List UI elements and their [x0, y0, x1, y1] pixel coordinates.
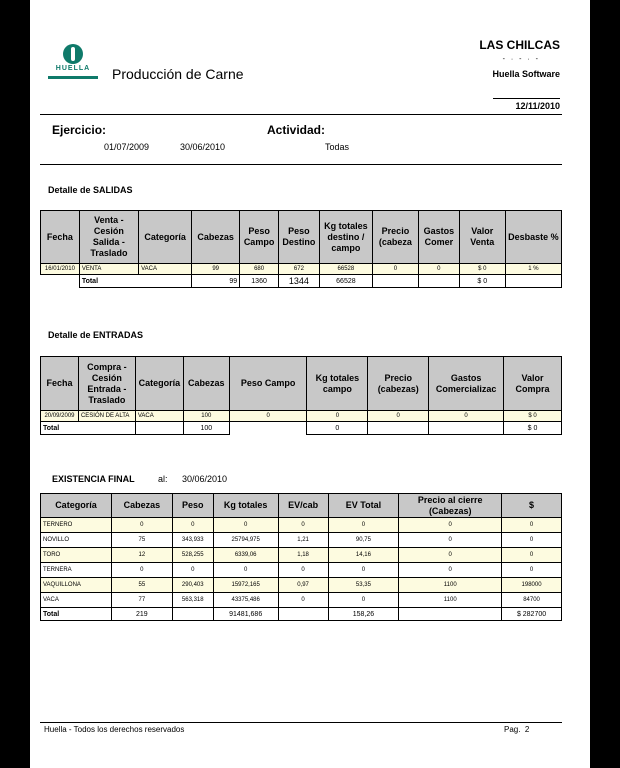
col-precio: Precio (cabezas) [368, 357, 429, 411]
col-peso: Peso [172, 494, 213, 518]
table-cell: 198000 [502, 578, 562, 593]
actividad-value: Todas [325, 142, 350, 152]
entradas-table [40, 356, 562, 435]
salidas-header-row [41, 211, 562, 264]
total-label: Total [79, 275, 191, 288]
col-desbaste: Desbaste % [505, 211, 561, 264]
table-cell: TERNERO [41, 518, 112, 533]
salidas-table [40, 210, 562, 288]
table-cell: 25794,975 [213, 533, 278, 548]
report-date: 12/11/2010 [515, 101, 560, 111]
col-importe: $ [502, 494, 562, 518]
table-cell: 15972,165 [213, 578, 278, 593]
cell-kg: 66528 [319, 264, 372, 275]
table-cell: 563,318 [172, 593, 213, 608]
table-row [41, 593, 562, 608]
table-cell: 0 [399, 563, 502, 578]
total-valor: $ 0 [459, 275, 505, 288]
ejercicio-to: 30/06/2010 [180, 142, 226, 152]
total-kg: 0 [307, 422, 368, 435]
table-cell: 75 [111, 533, 172, 548]
page-value: 2 [524, 725, 530, 734]
table-cell: 0 [328, 563, 399, 578]
cell-precio: 0 [368, 411, 429, 422]
col-ev-cab: EV/cab [278, 494, 328, 518]
existencia-al-label: al: [158, 474, 168, 484]
cell-fecha: 20/09/2009 [41, 411, 79, 422]
table-cell: 0 [172, 563, 213, 578]
salidas-total-row [41, 275, 562, 288]
table-cell: 43375,486 [213, 593, 278, 608]
total-peso-destino: 1344 [278, 275, 319, 288]
params-rule [40, 164, 562, 165]
table-row [41, 264, 562, 275]
total-label: Total [41, 422, 136, 435]
table-row [41, 518, 562, 533]
cell-fecha: 16/01/2010 [41, 264, 80, 275]
table-cell: 90,75 [328, 533, 399, 548]
cell-valor: $ 0 [459, 264, 505, 275]
table-cell: 0 [328, 518, 399, 533]
table-row [41, 533, 562, 548]
cell-operacion: CESIÓN DE ALTA [78, 411, 135, 422]
logo-mark-icon [63, 44, 83, 64]
table-row [41, 563, 562, 578]
salidas-title: Detalle de SALIDAS [48, 185, 133, 195]
total-cabezas: 100 [183, 422, 229, 435]
table-cell: 0 [502, 533, 562, 548]
col-gastos: Gastos Comer [418, 211, 459, 264]
table-cell: 0 [111, 518, 172, 533]
table-cell: 1100 [399, 578, 502, 593]
table-cell: 6339,06 [213, 548, 278, 563]
total-valor: $ 0 [504, 422, 562, 435]
entradas-total-row [41, 422, 562, 435]
page-label: Pag. [504, 725, 521, 734]
company-name: LAS CHILCAS [479, 38, 560, 52]
cell-cabezas: 100 [183, 411, 229, 422]
logo-bar [48, 76, 98, 79]
total-cabezas: 219 [111, 608, 172, 621]
col-compra: Compra - Cesión Entrada - Traslado [78, 357, 135, 411]
table-cell: 0 [111, 563, 172, 578]
table-cell: 0 [213, 563, 278, 578]
col-kg-totales: Kg totales destino / campo [319, 211, 372, 264]
existencia-header-row [41, 494, 562, 518]
col-cabezas: Cabezas [111, 494, 172, 518]
company-subtitle: - · - · - [502, 56, 540, 63]
table-cell: TERNERA [41, 563, 112, 578]
cell-peso-campo: 0 [229, 411, 307, 422]
footer-rights: Huella - Todos los derechos reservados [44, 725, 185, 734]
table-cell: 0 [502, 563, 562, 578]
table-cell: 0 [172, 518, 213, 533]
table-cell: 53,35 [328, 578, 399, 593]
table-cell: 0 [278, 563, 328, 578]
table-cell: 1100 [399, 593, 502, 608]
cell-gastos: 0 [429, 411, 504, 422]
total-label: Total [41, 608, 112, 621]
col-categoria: Categoría [139, 211, 192, 264]
col-categoria: Categoría [135, 357, 183, 411]
report-title: Producción de Carne [112, 66, 244, 82]
table-cell: TORO [41, 548, 112, 563]
cell-categoria: VACA [139, 264, 192, 275]
total-kg: 66528 [319, 275, 372, 288]
table-cell: NOVILLO [41, 533, 112, 548]
col-peso-campo: Peso Campo [240, 211, 279, 264]
cell-operacion: VENTA [79, 264, 138, 275]
col-valor: Valor Compra [504, 357, 562, 411]
cell-peso-destino: 672 [278, 264, 319, 275]
table-cell: VACA [41, 593, 112, 608]
date-rule [493, 98, 560, 99]
cell-cabezas: 99 [192, 264, 240, 275]
table-cell: 0,97 [278, 578, 328, 593]
table-cell: 0 [278, 518, 328, 533]
table-cell: 0 [278, 593, 328, 608]
table-cell: 343,933 [172, 533, 213, 548]
cell-desbaste: 1 % [505, 264, 561, 275]
table-cell: 290,403 [172, 578, 213, 593]
table-cell: 0 [399, 548, 502, 563]
table-cell: 1,18 [278, 548, 328, 563]
existencia-table [40, 493, 562, 621]
table-cell: 0 [502, 518, 562, 533]
table-cell: 12 [111, 548, 172, 563]
table-row [41, 411, 562, 422]
total-valor: $ 282700 [502, 608, 562, 621]
col-peso-campo: Peso Campo [229, 357, 307, 411]
ejercicio-label: Ejercicio: [52, 123, 107, 137]
cell-gastos: 0 [418, 264, 459, 275]
col-cabezas: Cabezas [183, 357, 229, 411]
entradas-title: Detalle de ENTRADAS [48, 330, 144, 340]
total-kg: 91481,686 [213, 608, 278, 621]
actividad-label: Actividad: [267, 123, 326, 137]
col-fecha: Fecha [41, 211, 80, 264]
col-gastos: Gastos Comercializac [429, 357, 504, 411]
footer-rule [40, 722, 562, 723]
table-cell: 84700 [502, 593, 562, 608]
existencia-title: EXISTENCIA FINAL [52, 474, 135, 484]
table-cell: 0 [328, 593, 399, 608]
cell-categoria: VACA [135, 411, 183, 422]
table-row [41, 578, 562, 593]
table-cell: 528,255 [172, 548, 213, 563]
logo-wordmark: HUELLA [55, 65, 91, 72]
col-kg-totales: Kg totales [213, 494, 278, 518]
table-cell: 55 [111, 578, 172, 593]
page-number [504, 725, 529, 734]
existencia-total-row [41, 608, 562, 621]
col-valor: Valor Venta [459, 211, 505, 264]
total-peso-campo: 1360 [240, 275, 279, 288]
col-categoria: Categoría [41, 494, 112, 518]
table-cell: 0 [213, 518, 278, 533]
software-name: Huella Software [492, 69, 560, 79]
cell-peso-campo: 680 [240, 264, 279, 275]
table-cell: 0 [399, 533, 502, 548]
table-cell: 0 [399, 518, 502, 533]
col-cabezas: Cabezas [192, 211, 240, 264]
report-page [30, 0, 590, 768]
col-venta: Venta - Cesión Salida - Traslado [79, 211, 138, 264]
total-cabezas: 99 [192, 275, 240, 288]
table-cell: 77 [111, 593, 172, 608]
cell-kg: 0 [307, 411, 368, 422]
cell-precio: 0 [372, 264, 418, 275]
header-rule [40, 114, 562, 115]
huella-logo [44, 44, 102, 84]
col-ev-total: EV Total [328, 494, 399, 518]
col-peso-destino: Peso Destino [278, 211, 319, 264]
table-cell: 0 [502, 548, 562, 563]
entradas-header-row [41, 357, 562, 411]
cell-valor: $ 0 [504, 411, 562, 422]
col-fecha: Fecha [41, 357, 79, 411]
existencia-date: 30/06/2010 [182, 474, 228, 484]
table-cell: VAQUILLONA [41, 578, 112, 593]
col-kg-totales: Kg totales campo [307, 357, 368, 411]
table-cell: 1,21 [278, 533, 328, 548]
total-ev: 158,26 [328, 608, 399, 621]
table-row [41, 548, 562, 563]
ejercicio-from: 01/07/2009 [104, 142, 150, 152]
col-precio: Precio (cabeza [372, 211, 418, 264]
table-cell: 14,16 [328, 548, 399, 563]
col-precio-cierre: Precio al cierre (Cabezas) [399, 494, 502, 518]
